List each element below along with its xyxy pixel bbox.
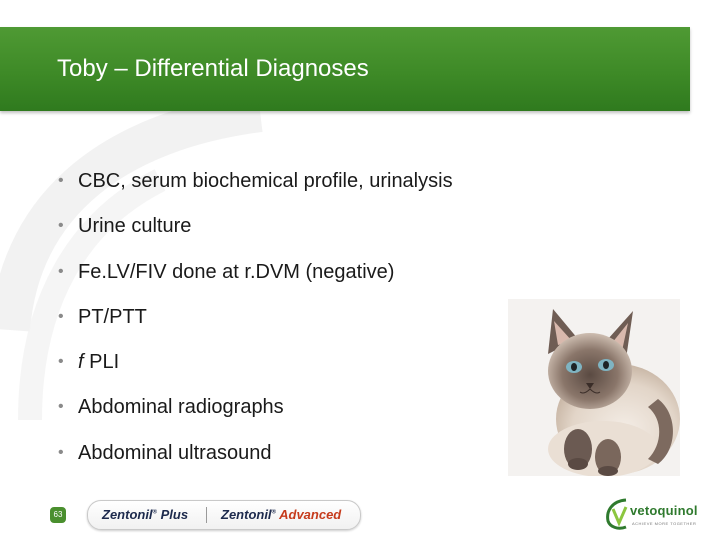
bullet-dot-icon: •: [58, 217, 64, 235]
product-2-suffix: Advanced: [279, 507, 342, 522]
zentonil-advanced-logo: Zentonil® Advanced: [221, 507, 342, 522]
bullet-dot-icon: •: [58, 353, 64, 371]
bullet-dot-icon: •: [58, 443, 64, 461]
product-1-name: Zentonil: [102, 507, 153, 522]
vetoquinol-wordmark: vetoquinol: [630, 503, 698, 518]
cat-photo: [508, 299, 680, 476]
vetoquinol-logo: [604, 495, 708, 533]
bullet-text: Fe.LV/FIV done at r.DVM (negative): [78, 260, 395, 283]
bullet-text: Urine culture: [78, 215, 192, 238]
bullet-text-rest: PLI: [83, 351, 120, 374]
cat-illustration: [508, 299, 680, 476]
bullet-dot-icon: •: [58, 307, 64, 325]
bullet-dot-icon: •: [58, 172, 64, 189]
bullet-text: [78, 351, 119, 374]
product-1-suffix: Plus: [160, 507, 189, 522]
zentonil-plus-logo: Zentonil® Plus: [102, 507, 189, 522]
bullet-text: PT/PTT: [78, 305, 147, 328]
logo-divider: [206, 507, 207, 523]
zentonil-product-logo: [87, 500, 361, 530]
bullet-dot-icon: •: [58, 262, 64, 280]
page-number-badge: 63: [50, 507, 66, 523]
bullet-text: Abdominal radiographs: [78, 396, 284, 419]
bullet-text: CBC, serum biochemical profile, urinalysis: [78, 170, 453, 192]
bullet-text: Abdominal ultrasound: [78, 441, 272, 464]
product-2-name: Zentonil: [221, 507, 272, 522]
slide-title: Toby – Differential Diagnoses: [57, 55, 369, 82]
bullet-italic-prefix: f: [78, 351, 84, 374]
bullet-dot-icon: •: [58, 398, 64, 416]
title-bar: [0, 27, 690, 111]
vetoquinol-tagline: ACHIEVE MORE TOGETHER: [632, 521, 697, 526]
